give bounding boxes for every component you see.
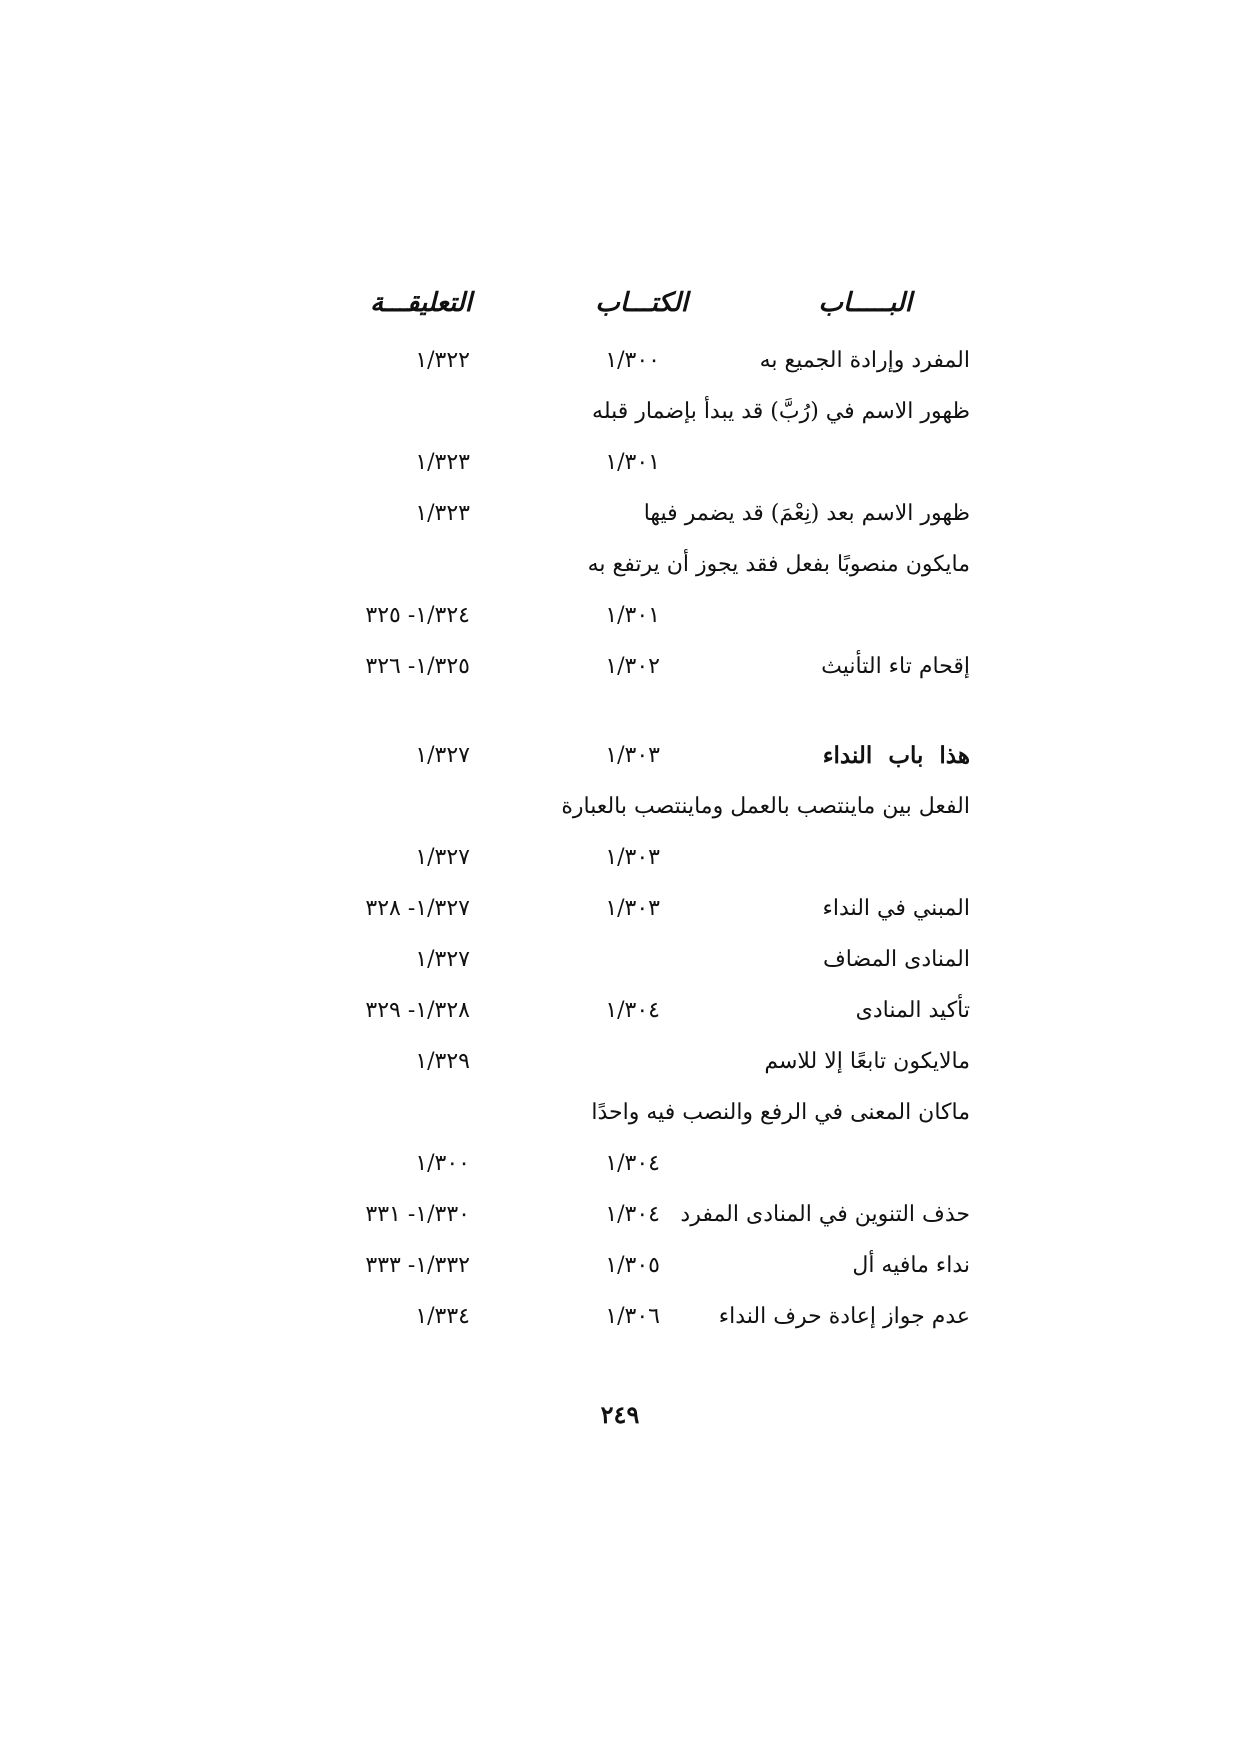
- commentary-ref-cell: ١/٣٢٧: [415, 743, 470, 768]
- book-ref-cell: ١/٣٠٤: [605, 998, 660, 1023]
- page-number: ٢٤٩: [600, 1400, 640, 1429]
- table-row: [340, 784, 970, 835]
- chapter-cell: ظهور الاسم في (رُبَّ) قد يبدأ بإضمار قبله: [592, 399, 970, 424]
- table-row: [340, 835, 970, 886]
- commentary-ref-cell: ١/٣٢٤- ٣٢٥: [365, 603, 470, 628]
- table-row: [340, 1192, 970, 1243]
- chapter-cell: المبني في النداء: [822, 896, 970, 921]
- chapter-cell: عدم جواز إعادة حرف النداء: [718, 1304, 970, 1329]
- chapter-cell: إقحام تاء التأنيث: [821, 654, 970, 679]
- book-column-header: الكتـــاب: [595, 288, 688, 318]
- table-row: [340, 988, 970, 1039]
- section-gap: [340, 695, 970, 733]
- book-ref-cell: ١/٣٠٣: [605, 896, 660, 921]
- commentary-column-header: التعليقـــة: [370, 288, 472, 318]
- commentary-ref-cell: ١/٣٢٥- ٣٢٦: [365, 654, 470, 679]
- commentary-ref-cell: ١/٣٢٩: [415, 1049, 470, 1074]
- book-ref-cell: ١/٣٠٣: [605, 743, 660, 768]
- chapter-cell: ظهور الاسم بعد (نِعْمَ) قد يضمر فيها: [643, 501, 970, 526]
- chapter-cell: ماكان المعنى في الرفع والنصب فيه واحدًا: [591, 1100, 970, 1125]
- table-row: [340, 644, 970, 695]
- commentary-ref-cell: ١/٣٢٨- ٣٢٩: [365, 998, 470, 1023]
- commentary-ref-cell: ١/٣٢٧: [415, 947, 470, 972]
- chapter-cell: هذا باب النداء: [822, 742, 970, 769]
- book-ref-cell: ١/٣٠١: [605, 450, 660, 475]
- chapter-cell: المنادى المضاف: [822, 947, 970, 972]
- table-row: [340, 1243, 970, 1294]
- book-ref-cell: ١/٣٠٣: [605, 845, 660, 870]
- table-row: [340, 389, 970, 440]
- commentary-ref-cell: ١/٣٢٧- ٣٢٨: [365, 896, 470, 921]
- table-row: [340, 593, 970, 644]
- book-ref-cell: ١/٣٠٤: [605, 1151, 660, 1176]
- table-row: [340, 542, 970, 593]
- chapter-cell: المفرد وإرادة الجميع به: [759, 348, 970, 373]
- table-row: [340, 1141, 970, 1192]
- commentary-ref-cell: ١/٣٢٢: [415, 348, 470, 373]
- table-row: [340, 733, 970, 784]
- commentary-ref-cell: ١/٣٣٠- ٣٣١: [365, 1202, 470, 1227]
- chapter-cell: مايكون منصوبًا بفعل فقد يجوز أن يرتفع به: [587, 552, 970, 577]
- commentary-ref-cell: ١/٣٢٣: [415, 450, 470, 475]
- table-row: [340, 338, 970, 389]
- book-ref-cell: ١/٣٠٦: [605, 1304, 660, 1329]
- commentary-ref-cell: ١/٣٣٢- ٣٣٣: [365, 1253, 470, 1278]
- table-row: [340, 937, 970, 988]
- commentary-ref-cell: ١/٣٣٤: [415, 1304, 470, 1329]
- commentary-ref-cell: ١/٣٢٧: [415, 845, 470, 870]
- book-ref-cell: ١/٣٠٢: [605, 654, 660, 679]
- chapter-column-header: البـــــاب: [818, 288, 912, 318]
- table-row: [340, 886, 970, 937]
- table-row: [340, 1294, 970, 1345]
- table-row: [340, 440, 970, 491]
- book-ref-cell: ١/٣٠١: [605, 603, 660, 628]
- book-ref-cell: ١/٣٠٤: [605, 1202, 660, 1227]
- book-ref-cell: ١/٣٠٠: [605, 348, 660, 373]
- chapter-cell: تأكيد المنادى: [855, 998, 970, 1023]
- chapter-cell: مالايكون تابعًا إلا للاسم: [764, 1049, 970, 1074]
- table-row: [340, 1039, 970, 1090]
- table-row: [340, 1090, 970, 1141]
- chapter-cell: نداء مافيه أل: [852, 1253, 970, 1278]
- commentary-ref-cell: ١/٣٠٠: [415, 1151, 470, 1176]
- table-row: [340, 491, 970, 542]
- commentary-ref-cell: ١/٣٢٣: [415, 501, 470, 526]
- chapter-cell: حذف التنوين في المنادى المفرد: [680, 1202, 970, 1227]
- book-ref-cell: ١/٣٠٥: [605, 1253, 660, 1278]
- index-table: [340, 338, 970, 1345]
- chapter-cell: الفعل بين ماينتصب بالعمل وماينتصب بالعبارة: [561, 794, 970, 819]
- column-headers: [340, 288, 970, 328]
